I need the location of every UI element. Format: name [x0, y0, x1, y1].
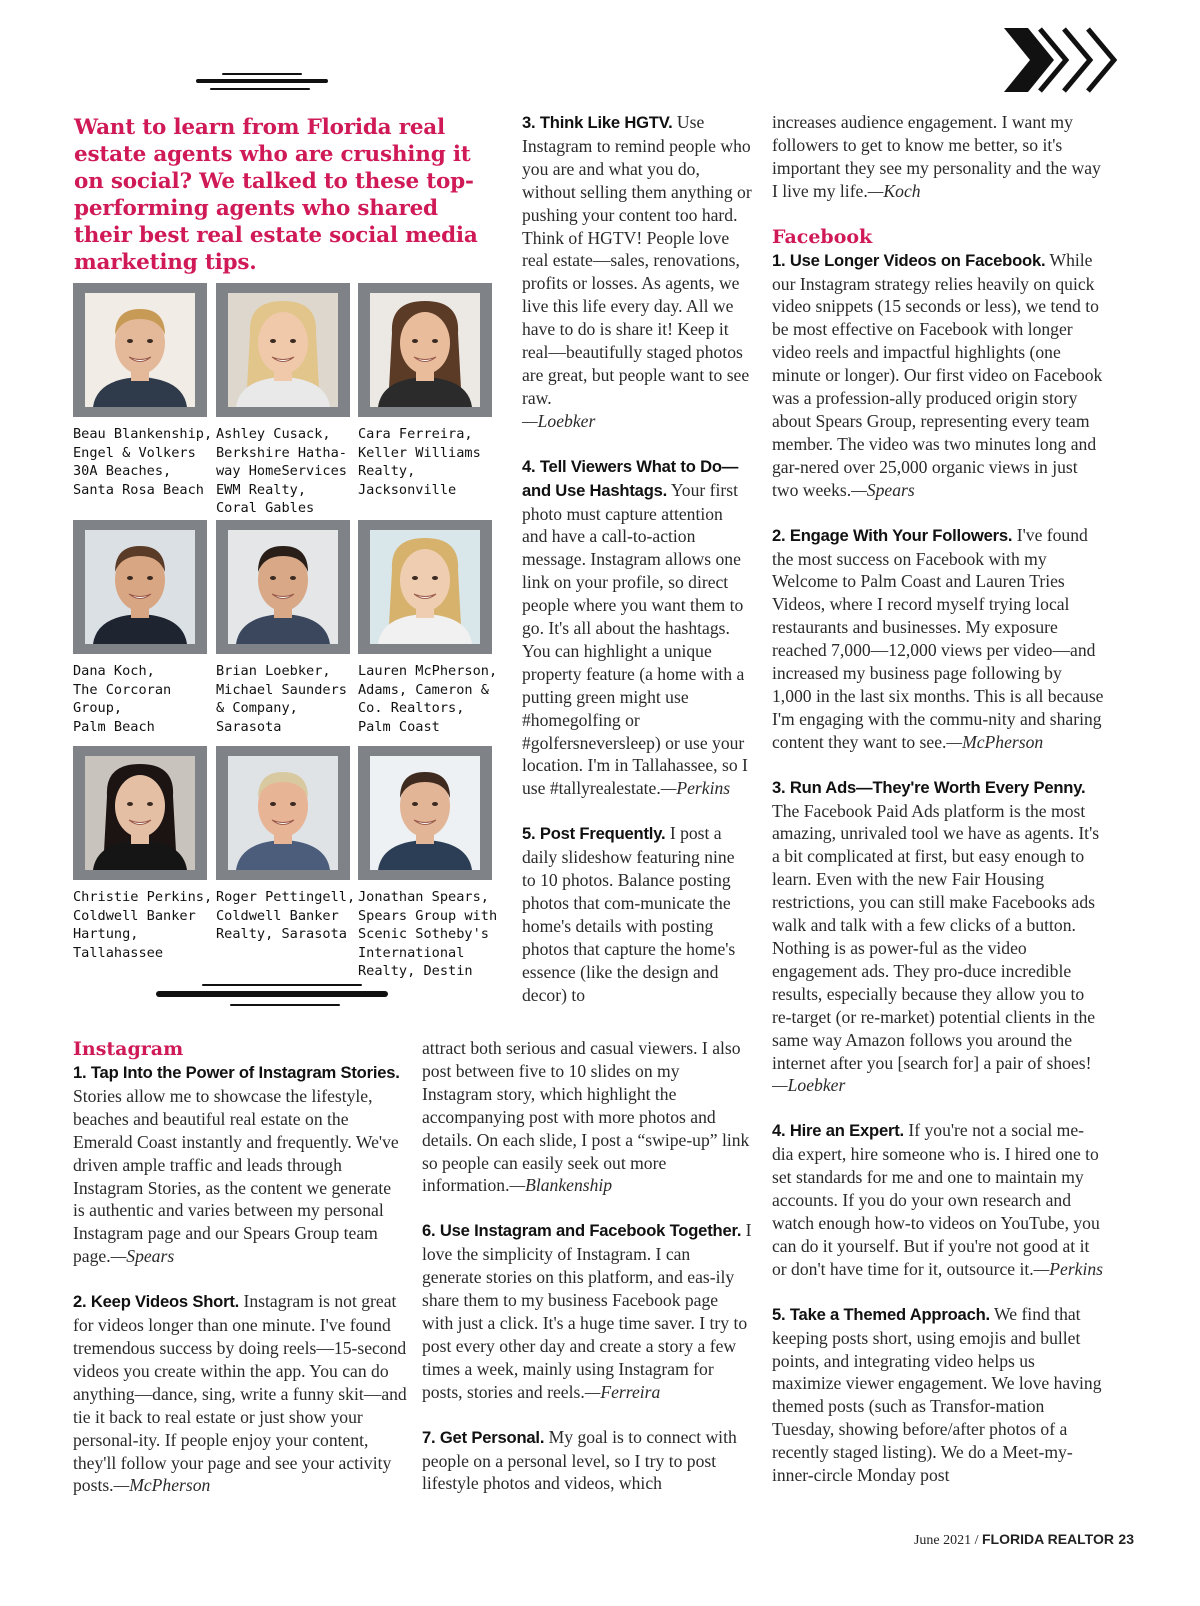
agent-photo-frame	[216, 746, 350, 880]
caption-line: International	[358, 944, 465, 961]
tip-body: attract both serious and casual viewers. I also post between five to 10 slides on my Instagram story, which highlight the accompanying post with more photos and details. On each slide, I post a “swipe-up” link so people can easily seek out more information.	[422, 1038, 750, 1196]
caption-line: Spears Group with	[358, 907, 498, 924]
caption-line: way HomeServices	[216, 463, 347, 479]
agent-photo	[370, 530, 480, 644]
portrait-graphic	[370, 293, 480, 407]
agent-photo-frame	[358, 520, 492, 654]
tip-attribution: —Koch	[867, 180, 921, 201]
tip-lead: 3. Think Like HGTV.	[522, 113, 673, 132]
tip-body: increases audience engagement. I want my followers to get to know me better, so it's important they see my personality and the way I live my life.	[772, 112, 1101, 201]
caption-line: Sarasota	[216, 718, 282, 735]
agent-caption	[73, 888, 215, 962]
caption-line: Coral Gables	[216, 500, 315, 516]
caption-line: Cara Ferreira,	[358, 426, 473, 442]
tip-lead: 4. Hire an Expert.	[772, 1121, 904, 1141]
agent-photo-frame	[73, 283, 207, 417]
agent-photo-frame	[358, 746, 492, 880]
tip-attribution: —McPherson	[946, 731, 1044, 752]
caption-line: Hartung,	[73, 926, 139, 942]
tip-attribution: —Ferreira	[584, 1381, 661, 1402]
tip-body: I've found the most success on Facebook with my Welcome to Palm Coast and Lauren Tries Videos, where I record myself trying local restaurants and businesses. My exposure reached 7,000—12,000 views per video—and increased my business page following by 1,000 in the last six months. This is all because I'm engaging with the commu-nity and sharing content they want to see.	[772, 524, 1104, 752]
portrait-graphic	[228, 530, 338, 644]
tip-body: Use Instagram to remind people who you are and what you do, without selling them anything or pushing your content too hard. Think of HGTV! People love real estate—sales, renovations, profits or losses. As agents, we live this life every day. All we have to do is share it! Keep it real—beautifully staged photos are great, but people want to see raw.	[522, 112, 752, 408]
tip-paragraph	[522, 822, 752, 1006]
agent-card	[216, 520, 358, 736]
agent-caption	[216, 662, 358, 736]
caption-line: Santa Rosa Beach	[73, 481, 204, 498]
portrait-graphic	[85, 756, 195, 870]
decorative-rule	[230, 1004, 340, 1006]
tip-body: I post a daily slideshow featuring nine to 10 photos. Balance posting photos that com-municate the home's details with posting photos that capture the home's essence (like the design and decor) to	[522, 823, 736, 1005]
agent-photo	[370, 756, 480, 870]
agent-caption	[358, 425, 500, 499]
tip-body: If you're not a social me-dia expert, hire someone who is. I hired one to set standards for me and one to maintain my accounts. If you do your own research and watch enough how-to videos on YouTube, you can do it yourself. But if you're not good at it or don't have time for it, outsource it.	[772, 1120, 1100, 1279]
caption-line: Realty, Destin	[358, 963, 473, 979]
tip-attribution: —Spears	[110, 1246, 175, 1267]
tip-lead: 1. Use Longer Videos on Facebook.	[772, 250, 1046, 270]
agent-card	[73, 746, 215, 962]
caption-line: Dana Koch,	[73, 663, 155, 679]
chevrons-graphic	[1000, 24, 1138, 96]
decorative-rule	[202, 984, 362, 986]
tip-continuation	[772, 111, 1104, 203]
tip-paragraph	[772, 1119, 1104, 1280]
caption-line: Ashley Cusack,	[216, 426, 331, 442]
column-1	[73, 1037, 407, 1519]
agent-photo	[228, 756, 338, 870]
tip-attribution: —Spears	[851, 479, 915, 500]
agent-photo-frame	[216, 283, 350, 417]
agent-caption	[358, 662, 500, 736]
caption-line: & Company,	[216, 700, 298, 716]
caption-line: Palm Beach	[73, 718, 155, 735]
tip-paragraph	[772, 524, 1104, 754]
tip-paragraph	[772, 1303, 1104, 1487]
tip-body: Your first photo must capture attention and have a call-to-action message. Instagram allows one link on your profile, so direct people where you want them to go. It's all about the hashtags. You can highlight a unique property feature (a home with a putting green might use #homegolfing or #golfersneversleep) or use your location. I'm in Tallahassee, so I use #tallyrealestate.	[522, 479, 748, 799]
agent-photo-frame	[358, 283, 492, 417]
tip-attribution: —Loebker	[522, 410, 596, 431]
agent-photo-frame	[216, 520, 350, 654]
agent-card	[216, 746, 358, 944]
caption-line: Engel & Volkers	[73, 444, 196, 461]
caption-line: Brian Loebker,	[216, 663, 331, 679]
caption-line: Adams, Cameron &	[358, 681, 489, 698]
caption-line: Group,	[73, 700, 123, 716]
tip-lead: 5. Post Frequently.	[522, 824, 666, 844]
tip-lead: 7. Get Personal.	[422, 1427, 545, 1447]
column-3	[772, 111, 1104, 1487]
agent-photo	[370, 293, 480, 407]
section-heading-instagram: Instagram	[73, 1038, 184, 1060]
page-footer	[914, 1531, 1134, 1549]
agent-card	[358, 746, 500, 981]
caption-line: Berkshire Hatha-	[216, 444, 347, 461]
agent-photo	[228, 530, 338, 644]
caption-line: Realty,	[358, 463, 416, 479]
portrait-graphic	[370, 530, 480, 644]
tip-attribution: —McPherson	[113, 1475, 211, 1496]
agent-card	[358, 283, 500, 499]
caption-line: Beau Blankenship,	[73, 426, 213, 442]
tip-lead: 2. Keep Videos Short.	[73, 1292, 240, 1312]
intro-heading: Want to learn from Florida real estate agents who are crushing it on social? We talked to these top-performing agents who shared their best real estate social media marketing tips.	[74, 115, 478, 275]
agent-caption	[216, 425, 358, 518]
agent-card	[216, 283, 358, 518]
tip-lead: 1. Tap Into the Power of Instagram Stories.	[73, 1063, 400, 1082]
tip-lead: 5. Take a Themed Approach.	[772, 1304, 990, 1324]
tip-body: I love the simplicity of Instagram. I can generate stories on this platform, and eas-ily share them to my business Facebook page with just a click. It's a huge time saver. I try to post every other day and create a story a few times a week, mainly using Instagram for posts, stories and reels.	[422, 1220, 752, 1402]
portrait-graphic	[85, 293, 195, 407]
tip-lead: 2. Engage With Your Followers.	[772, 525, 1013, 545]
portrait-graphic	[370, 756, 480, 870]
page-number: 23	[1118, 1531, 1134, 1547]
tip-body: Instagram is not great for videos longer than one minute. I've found tremendous success by doing reels—15-second videos you create within the app. You can do anything—dance, sing, write a funny skit—and tie it back to real estate or just show your personal-ity. If people enjoy your content, they'll follow your page and see your activity posts.	[73, 1291, 407, 1496]
decorative-rule	[196, 79, 328, 83]
caption-line: Tallahassee	[73, 944, 164, 961]
column-2-upper	[522, 111, 752, 1007]
decorative-rule	[222, 73, 302, 75]
tip-paragraph	[73, 1061, 407, 1268]
tip-lead: 3. Run Ads—They're Worth Every Penny.	[772, 777, 1086, 797]
portrait-graphic	[228, 293, 338, 407]
caption-line: Christie Perkins,	[73, 889, 213, 905]
decorative-rule	[156, 991, 388, 997]
agent-card	[73, 520, 215, 736]
agent-caption	[73, 425, 215, 499]
caption-line: Realty, Sarasota	[216, 926, 347, 942]
caption-line: Michael Saunders	[216, 681, 347, 698]
tip-paragraph	[522, 455, 752, 801]
portrait-graphic	[228, 756, 338, 870]
tip-continuation	[422, 1037, 752, 1197]
tip-attribution: —Perkins	[1033, 1258, 1104, 1279]
tip-body: We find that keeping posts short, using emojis and bullet points, and integrating video helps us maximize viewer engagement. We love having themed posts (such as Transfor-mation Tuesday, showing before/after photos of a recently staged listing). We do a Meet-my-inner-circle Monday post	[772, 1303, 1102, 1486]
agent-caption	[358, 888, 500, 981]
tip-body: Stories allow me to showcase the lifestyle, beaches and beautiful real estate on the Emerald Coast instantly and frequently. We've driven ample traffic and leads through Instagram Stories, as the content we generate is authentic and varies between my personal Instagram page and our Spears Group team page.	[73, 1085, 399, 1267]
tip-paragraph	[73, 1290, 407, 1497]
tip-lead: 4. Tell Viewers What to Do—and Use Hashtags.	[522, 456, 739, 500]
caption-line: Roger Pettingell,	[216, 889, 356, 905]
caption-line: EWM Realty,	[216, 481, 307, 498]
caption-line: Keller Williams	[358, 444, 481, 461]
agent-card	[73, 283, 215, 499]
portrait-graphic	[85, 530, 195, 644]
agent-photo	[85, 530, 195, 644]
agent-photo-frame	[73, 746, 207, 880]
caption-line: Lauren McPherson,	[358, 663, 498, 679]
agent-caption	[73, 662, 215, 736]
agent-card	[358, 520, 500, 736]
caption-line: Jonathan Spears,	[358, 889, 489, 905]
caption-line: Coldwell Banker	[73, 907, 196, 924]
agent-photo-frame	[73, 520, 207, 654]
tip-attribution: —Blankenship	[509, 1175, 613, 1196]
footer-date: June 2021 /	[913, 1533, 982, 1548]
tip-lead: 6. Use Instagram and Facebook Together.	[422, 1221, 742, 1241]
caption-line: Scenic Sotheby's	[358, 926, 489, 942]
tip-paragraph	[422, 1426, 752, 1496]
agent-caption	[216, 888, 358, 944]
caption-line: The Corcoran	[73, 681, 172, 698]
caption-line: Co. Realtors,	[358, 700, 465, 716]
tip-body: The Facebook Paid Ads platform is the most amazing, unrivaled tool we have as agents. It's a bit complicated at first, but easy enough to learn. Even with the new Fair Housing restrictions, you can still make Facebooks ads walk and talk with a few clicks of a button. Nothing is as power-ful as the video engagement ads. They pro-duce incredible results, especially because they allow you to re-target (or re-market) potential clients in the same way Amazon follows you around the internet after you [search for] a pair of shoes!	[772, 800, 1100, 1073]
tip-body: While our Instagram strategy relies heavily on quick video snippets (15 seconds or less), we tend to be most effective on Facebook with longer video reels and impactful highlights (one minute or longer). Our first video on Facebook was a profession-ally produced origin story about Spears Group, representing every team member. The video was two minutes long and gar-nered over 25,000 organic views in just two weeks.	[772, 249, 1103, 500]
tip-paragraph	[522, 111, 752, 433]
agent-photo	[228, 293, 338, 407]
tip-attribution: —Loebker	[772, 1075, 846, 1096]
tip-body: My goal is to connect with people on a personal level, so I try to post lifestyle photos and videos, which	[422, 1426, 737, 1494]
decorative-rule	[210, 88, 310, 90]
footer-publication: FLORIDA REALTOR	[982, 1531, 1114, 1547]
section-heading-facebook: Facebook	[772, 225, 873, 248]
caption-line: Jacksonville	[358, 481, 457, 498]
tip-paragraph	[772, 776, 1104, 1098]
caption-line: Coldwell Banker	[216, 907, 339, 924]
column-2-lower	[422, 1037, 752, 1495]
tip-attribution: —Perkins	[660, 778, 731, 799]
caption-line: Palm Coast	[358, 718, 440, 735]
tip-paragraph	[772, 249, 1104, 502]
agent-photo	[85, 293, 195, 407]
tip-paragraph	[422, 1219, 752, 1403]
agent-photo	[85, 756, 195, 870]
caption-line: 30A Beaches,	[73, 463, 172, 479]
